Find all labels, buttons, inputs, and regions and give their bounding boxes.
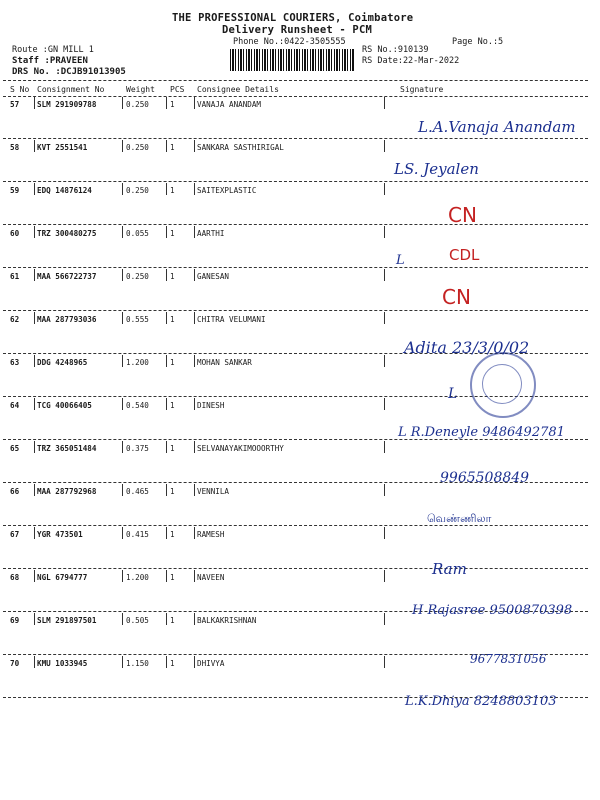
signature-63: L <box>448 386 458 402</box>
row-sno: 63 <box>10 358 20 367</box>
cell-divider <box>34 656 35 668</box>
cell-divider <box>34 355 35 367</box>
row-sno: 69 <box>10 616 20 625</box>
row-consignment: SLM 291897501 <box>37 616 97 625</box>
cell-divider <box>34 183 35 195</box>
cell-divider <box>122 312 123 324</box>
cell-divider <box>122 269 123 281</box>
cell-divider <box>166 97 167 109</box>
cell-divider <box>384 269 385 281</box>
cell-divider <box>122 527 123 539</box>
row-consignee: AARTHI <box>197 229 225 238</box>
cell-divider <box>122 398 123 410</box>
cell-divider <box>384 527 385 539</box>
cell-divider <box>194 656 195 668</box>
signature-58: LS. Jeyalen <box>394 160 479 178</box>
cell-divider <box>194 398 195 410</box>
row-consignment: TCG 40066405 <box>37 401 92 410</box>
cell-divider <box>166 441 167 453</box>
cell-divider <box>194 613 195 625</box>
cell-divider <box>384 140 385 152</box>
cell-divider <box>122 183 123 195</box>
signature-mark-60: L <box>396 253 405 268</box>
cell-divider <box>384 398 385 410</box>
row-consignment: KMU 1033945 <box>37 659 88 668</box>
row-weight: 0.540 <box>126 401 149 410</box>
cell-divider <box>166 312 167 324</box>
row-sno: 62 <box>10 315 20 324</box>
page-number: Page No.:5 <box>452 37 504 47</box>
row-sno: 61 <box>10 272 20 281</box>
cell-divider <box>166 140 167 152</box>
row-consignee: BALKAKRISHNAN <box>197 616 257 625</box>
cell-divider <box>194 226 195 238</box>
row-weight: 0.415 <box>126 530 149 539</box>
col-sno: S No <box>10 85 30 94</box>
row-divider <box>3 138 588 139</box>
row-weight: 0.555 <box>126 315 149 324</box>
row-weight: 1.150 <box>126 659 149 668</box>
header-bottom-rule <box>3 96 588 97</box>
signature-59: CN <box>448 203 477 227</box>
row-weight: 0.250 <box>126 100 149 109</box>
cell-divider <box>194 527 195 539</box>
cell-divider <box>166 355 167 367</box>
rs-date: RS Date:22-Mar-2022 <box>362 56 460 66</box>
row-sno: 66 <box>10 487 20 496</box>
cell-divider <box>166 183 167 195</box>
col-signature: Signature <box>400 85 444 94</box>
row-consignee: MOHAN SANKAR <box>197 358 252 367</box>
row-weight: 0.465 <box>126 487 149 496</box>
row-sno: 70 <box>10 659 20 668</box>
row-pcs: 1 <box>170 358 175 367</box>
cell-divider <box>122 656 123 668</box>
signature-70: L.K.Dhiya 8248803103 <box>405 694 557 709</box>
cell-divider <box>34 570 35 582</box>
signature-69: 9677831056 <box>470 652 547 666</box>
cell-divider <box>34 226 35 238</box>
col-weight: Weight <box>126 85 155 94</box>
row-sno: 60 <box>10 229 20 238</box>
signature-64: L R.Deneyle 9486492781 <box>398 425 565 440</box>
row-divider <box>3 568 588 569</box>
row-sno: 65 <box>10 444 20 453</box>
cell-divider <box>384 484 385 496</box>
row-consignee: VENNILA <box>197 487 230 496</box>
cell-divider <box>166 570 167 582</box>
cell-divider <box>34 398 35 410</box>
cell-divider <box>34 97 35 109</box>
row-pcs: 1 <box>170 143 175 152</box>
cell-divider <box>194 570 195 582</box>
row-consignment: MAA 566722737 <box>37 272 97 281</box>
cell-divider <box>166 613 167 625</box>
row-pcs: 1 <box>170 401 175 410</box>
row-consignment: MAA 287793036 <box>37 315 97 324</box>
company-title: THE PROFESSIONAL COURIERS, Coimbatore <box>172 12 414 24</box>
cell-divider <box>384 312 385 324</box>
phone-number: Phone No.:0422-3505555 <box>233 37 346 47</box>
row-consignment: DDG 4248965 <box>37 358 88 367</box>
rs-number: RS No.:910139 <box>362 45 429 55</box>
cell-divider <box>194 183 195 195</box>
row-pcs: 1 <box>170 616 175 625</box>
cell-divider <box>34 441 35 453</box>
cell-divider <box>194 269 195 281</box>
row-pcs: 1 <box>170 530 175 539</box>
header-top-rule <box>3 80 588 81</box>
barcode <box>230 49 355 71</box>
cell-divider <box>166 484 167 496</box>
signature-67: Ram <box>432 560 467 578</box>
row-consignment: EDQ 14876124 <box>37 186 92 195</box>
cell-divider <box>34 140 35 152</box>
row-consignee: VANAJA ANANDAM <box>197 100 262 109</box>
row-weight: 1.200 <box>126 358 149 367</box>
cell-divider <box>122 441 123 453</box>
cell-divider <box>384 656 385 668</box>
signature-61: CN <box>442 285 471 309</box>
row-divider <box>3 310 588 311</box>
row-consignment: KVT 2551541 <box>37 143 88 152</box>
cell-divider <box>194 484 195 496</box>
row-consignee: SANKARA SASTHIRIGAL <box>197 143 284 152</box>
row-pcs: 1 <box>170 272 175 281</box>
row-consignment: TRZ 365051484 <box>37 444 97 453</box>
cell-divider <box>384 570 385 582</box>
row-weight: 0.250 <box>126 272 149 281</box>
row-weight: 0.375 <box>126 444 149 453</box>
cell-divider <box>384 97 385 109</box>
row-divider <box>3 525 588 526</box>
cell-divider <box>384 183 385 195</box>
cell-divider <box>122 613 123 625</box>
col-pcs: PCS <box>170 85 185 94</box>
row-consignment: YGR 473501 <box>37 530 83 539</box>
row-consignee: NAVEEN <box>197 573 225 582</box>
row-pcs: 1 <box>170 487 175 496</box>
row-sno: 67 <box>10 530 20 539</box>
cell-divider <box>122 97 123 109</box>
drs-number: DRS No. :DCJB91013905 <box>12 67 126 77</box>
row-consignee: CHITRA VELUMANI <box>197 315 266 324</box>
row-consignment: SLM 291909788 <box>37 100 97 109</box>
cell-divider <box>122 355 123 367</box>
row-divider <box>3 224 588 225</box>
row-weight: 0.055 <box>126 229 149 238</box>
row-consignment: NGL 6794777 <box>37 573 88 582</box>
row-consignment: MAA 287792968 <box>37 487 97 496</box>
row-consignee: GANESAN <box>197 272 230 281</box>
row-weight: 0.505 <box>126 616 149 625</box>
row-pcs: 1 <box>170 315 175 324</box>
cell-divider <box>122 140 123 152</box>
signature-60: CDL <box>449 246 480 264</box>
signature-66: வெண்ணிலா <box>427 512 492 525</box>
row-sno: 59 <box>10 186 20 195</box>
row-sno: 58 <box>10 143 20 152</box>
route: Route :GN MILL 1 <box>12 45 94 55</box>
cell-divider <box>122 484 123 496</box>
signature-62: Adita 23/3/0/02 <box>404 338 530 357</box>
row-consignee: DINESH <box>197 401 225 410</box>
row-divider <box>3 181 588 182</box>
row-pcs: 1 <box>170 659 175 668</box>
cell-divider <box>122 226 123 238</box>
cell-divider <box>194 312 195 324</box>
row-consignee: SELVANAYAKIMOOORTHY <box>197 444 284 453</box>
cell-divider <box>384 613 385 625</box>
runsheet-subtitle: Delivery Runsheet - PCM <box>222 24 372 36</box>
cell-divider <box>34 312 35 324</box>
signature-65: 9965508849 <box>440 470 530 486</box>
signature-57: L.A.Vanaja Anandam <box>418 118 576 136</box>
cell-divider <box>122 570 123 582</box>
row-pcs: 1 <box>170 100 175 109</box>
row-weight: 0.250 <box>126 143 149 152</box>
row-sno: 64 <box>10 401 20 410</box>
cell-divider <box>384 441 385 453</box>
cell-divider <box>194 355 195 367</box>
company-stamp <box>470 352 536 418</box>
col-consignee: Consignee Details <box>197 85 279 94</box>
row-consignee: DHIVYA <box>197 659 225 668</box>
cell-divider <box>194 140 195 152</box>
row-pcs: 1 <box>170 444 175 453</box>
cell-divider <box>34 613 35 625</box>
cell-divider <box>34 527 35 539</box>
row-pcs: 1 <box>170 186 175 195</box>
signature-68: H Rajasree 9500870398 <box>412 603 573 618</box>
cell-divider <box>194 441 195 453</box>
cell-divider <box>166 226 167 238</box>
row-consignee: SAITEXPLASTIC <box>197 186 257 195</box>
cell-divider <box>166 656 167 668</box>
cell-divider <box>194 97 195 109</box>
cell-divider <box>166 527 167 539</box>
cell-divider <box>166 398 167 410</box>
row-consignee: RAMESH <box>197 530 225 539</box>
row-pcs: 1 <box>170 573 175 582</box>
row-pcs: 1 <box>170 229 175 238</box>
cell-divider <box>384 226 385 238</box>
row-sno: 68 <box>10 573 20 582</box>
col-consignment: Consignment No <box>37 85 105 94</box>
staff: Staff :PRAVEEN <box>12 56 88 66</box>
row-weight: 1.200 <box>126 573 149 582</box>
row-consignment: TRZ 300480275 <box>37 229 97 238</box>
cell-divider <box>166 269 167 281</box>
row-weight: 0.250 <box>126 186 149 195</box>
row-divider <box>3 267 588 268</box>
cell-divider <box>34 484 35 496</box>
row-sno: 57 <box>10 100 20 109</box>
cell-divider <box>384 355 385 367</box>
cell-divider <box>34 269 35 281</box>
